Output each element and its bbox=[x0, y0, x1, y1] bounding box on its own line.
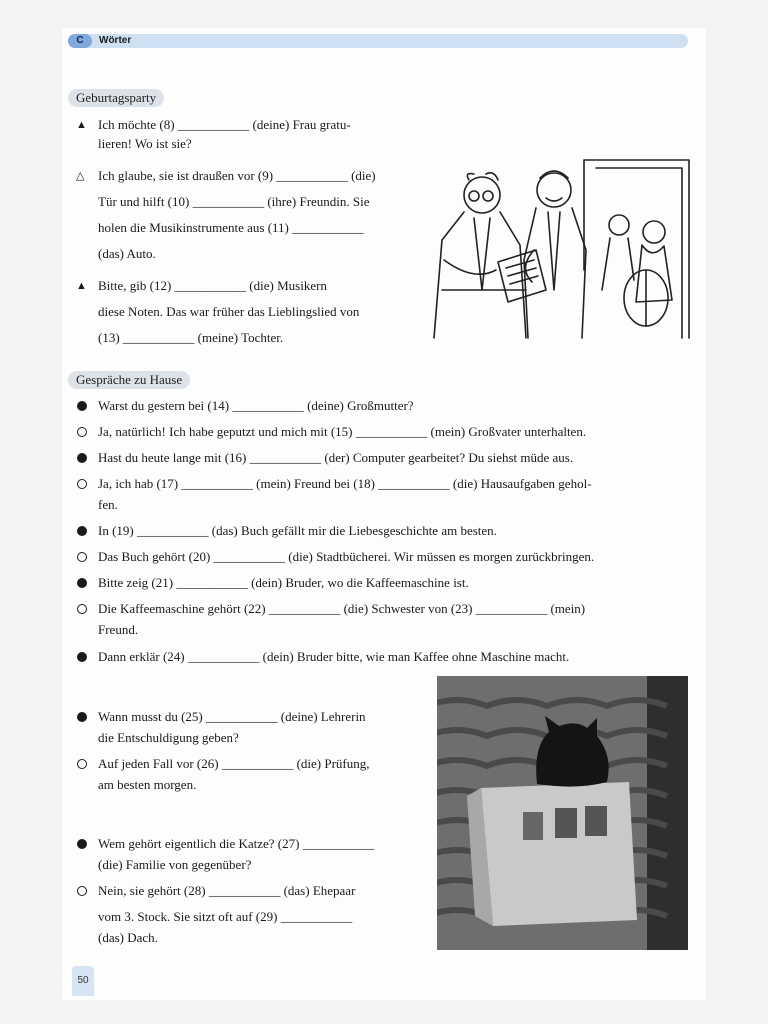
triangle-open-icon: △ bbox=[76, 170, 85, 182]
exercise-line: Die Kaffeemaschine gehört (22) ___________ (die) Schwester von (23) ___________ (mein) bbox=[98, 601, 586, 616]
exercise-line: In (19) ___________ (das) Buch gefällt mir die Liebesgeschichte am besten. bbox=[98, 523, 497, 538]
bullet-filled-icon bbox=[77, 839, 87, 849]
exercise-line: Ich möchte (8) ___________ (deine) Frau gratu- bbox=[98, 117, 351, 132]
subsection-title-birthday: Geburtagsparty bbox=[68, 89, 164, 107]
section-header-bar bbox=[68, 34, 688, 48]
exercise-line: holen die Musikinstrumente aus (11) ___________ bbox=[98, 220, 364, 235]
bullet-filled-icon bbox=[77, 526, 87, 536]
bullet-open-icon bbox=[77, 427, 87, 437]
exercise-line: vom 3. Stock. Sie sitzt oft auf (29) ___________ bbox=[98, 909, 353, 924]
exercise-line: Dann erklär (24) ___________ (dein) Bruder bitte, wie man Kaffee ohne Maschine macht. bbox=[98, 649, 570, 664]
exercise-line: Wann musst du (25) ___________ (deine) Lehrerin bbox=[98, 709, 366, 724]
bullet-filled-icon bbox=[77, 401, 87, 411]
exercise-line: (13) ___________ (meine) Tochter. bbox=[98, 330, 284, 345]
section-title: Wörter bbox=[99, 35, 132, 46]
cat-on-roof-photo bbox=[437, 676, 688, 950]
exercise-line: lieren! Wo ist sie? bbox=[98, 136, 192, 151]
triangle-filled-icon: ▲ bbox=[76, 119, 87, 131]
subsection-title-home: Gespräche zu Hause bbox=[68, 371, 190, 389]
exercise-line: Wem gehört eigentlich die Katze? (27) ___________ bbox=[98, 836, 375, 851]
exercise-line: Ja, natürlich! Ich habe geputzt und mich mit (15) ___________ (mein) Großvater unterhalten. bbox=[98, 424, 587, 439]
exercise-line: die Entschuldigung geben? bbox=[98, 730, 239, 745]
exercise-line: am besten morgen. bbox=[98, 777, 197, 792]
exercise-line: Warst du gestern bei (14) ___________ (deine) Großmutter? bbox=[98, 398, 414, 413]
exercise-line: Bitte, gib (12) ___________ (die) Musikern bbox=[98, 278, 327, 293]
exercise-line: Nein, sie gehört (28) ___________ (das) Ehepaar bbox=[98, 883, 356, 898]
triangle-filled-icon: ▲ bbox=[76, 280, 87, 292]
exercise-line: Auf jeden Fall vor (26) ___________ (die) Prüfung, bbox=[98, 756, 370, 771]
exercise-line: diese Noten. Das war früher das Lieblingslied von bbox=[98, 304, 360, 319]
section-letter: C bbox=[68, 34, 92, 48]
bullet-filled-icon bbox=[77, 578, 87, 588]
bullet-open-icon bbox=[77, 604, 87, 614]
bullet-filled-icon bbox=[77, 453, 87, 463]
exercise-line: (die) Familie von gegenüber? bbox=[98, 857, 252, 872]
exercise-line: Ich glaube, sie ist draußen vor (9) ___________ (die) bbox=[98, 168, 376, 183]
exercise-line: (das) Auto. bbox=[98, 246, 156, 261]
exercise-line: Das Buch gehört (20) ___________ (die) Stadtbücherei. Wir müssen es morgen zurückbringen. bbox=[98, 549, 595, 564]
page-number: 50 bbox=[72, 966, 94, 996]
exercise-line: Freund. bbox=[98, 622, 139, 637]
bullet-open-icon bbox=[77, 886, 87, 896]
exercise-line: (das) Dach. bbox=[98, 930, 158, 945]
bullet-open-icon bbox=[77, 759, 87, 769]
exercise-line: fen. bbox=[98, 497, 118, 512]
exercise-line: Hast du heute lange mit (16) ___________ (der) Computer gearbeitet? Du siehst müde aus. bbox=[98, 450, 574, 465]
exercise-line: Bitte zeig (21) ___________ (dein) Bruder, wo die Kaffeemaschine ist. bbox=[98, 575, 469, 590]
bullet-filled-icon bbox=[77, 712, 87, 722]
party-illustration bbox=[414, 150, 694, 345]
exercise-line: Tür und hilft (10) ___________ (ihre) Freundin. Sie bbox=[98, 194, 370, 209]
exercise-line: Ja, ich hab (17) ___________ (mein) Freund bei (18) ___________ (die) Hausaufgaben gehol- bbox=[98, 476, 592, 491]
bullet-open-icon bbox=[77, 552, 87, 562]
bullet-open-icon bbox=[77, 479, 87, 489]
bullet-filled-icon bbox=[77, 652, 87, 662]
